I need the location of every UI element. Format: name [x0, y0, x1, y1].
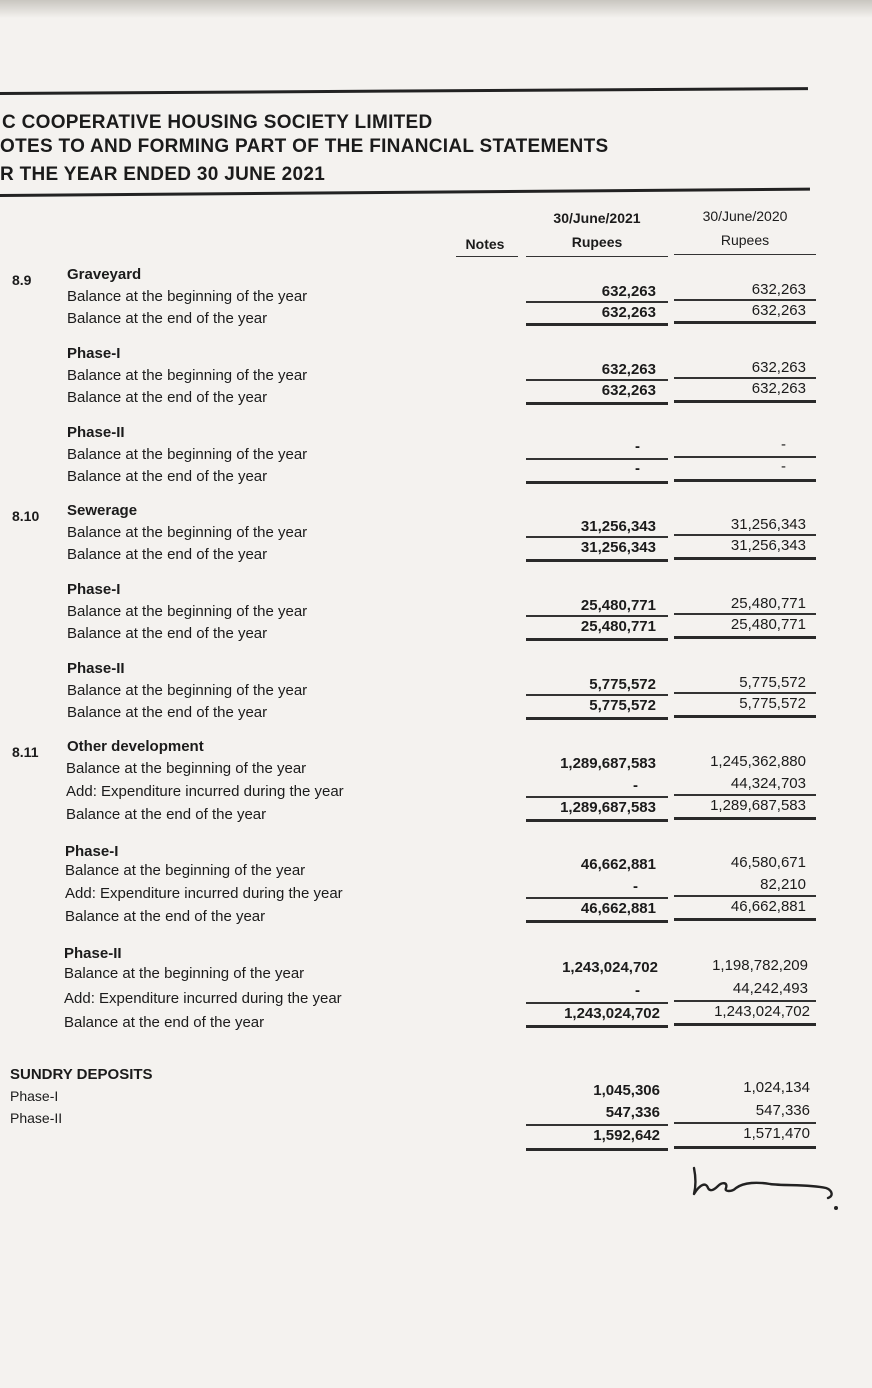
other-development-phase1-title: Phase-I [65, 843, 119, 860]
sewerage-phase2-begin-2020: 5,775,572 [739, 674, 806, 691]
graveyard-phase2-title: Phase-II [67, 424, 125, 441]
other-development-total-rule-2020 [674, 817, 816, 820]
other-development-phase1-subtotal-rule-2020 [674, 895, 816, 897]
other-development-phase2-add-2020: 44,242,493 [732, 980, 808, 997]
scan-edge-shadow [0, 0, 872, 18]
header-rule [0, 188, 810, 197]
graveyard-phase1-total-rule-2021 [526, 402, 668, 405]
other-development-title: Other development [67, 738, 204, 755]
sewerage-subtotal-rule-2020 [674, 534, 816, 536]
sewerage-begin-label: Balance at the beginning of the year [67, 524, 308, 541]
other-development-phase2-end-label: Balance at the end of the year [64, 1014, 265, 1031]
sewerage-phase1-subtotal-rule-2021 [526, 615, 668, 617]
graveyard-total-rule-2021 [526, 323, 668, 326]
sewerage-phase1-total-rule-2021 [526, 638, 668, 641]
other-development-add-2020: 44,324,703 [730, 775, 806, 792]
graveyard-title: Graveyard [67, 266, 142, 283]
other-development-end-2021: 1,289,687,583 [560, 799, 656, 816]
graveyard-phase1-end-2020: 632,263 [751, 380, 806, 397]
other-development-phase1-end-2021: 46,662,881 [580, 900, 656, 917]
graveyard-phase2-begin-2021: - [635, 438, 640, 455]
sundry-phase1-label: Phase-I [10, 1088, 59, 1104]
sewerage-subtotal-rule-2021 [526, 536, 668, 538]
other-development-phase2-begin-2021: 1,243,024,702 [562, 959, 658, 976]
note-number-8-10: 8.10 [12, 508, 40, 524]
notes-header-rule [456, 256, 518, 257]
sewerage-phase2-end-2020: 5,775,572 [739, 695, 806, 712]
other-development-begin-2020: 1,245,362,880 [710, 753, 806, 770]
other-development-end-2020: 1,289,687,583 [710, 797, 806, 814]
sundry-phase2-2020: 547,336 [755, 1102, 810, 1119]
other-development-phase1-add-label: Add: Expenditure incurred during the year [65, 885, 343, 902]
sewerage-phase2-begin-label: Balance at the beginning of the year [67, 682, 308, 699]
other-development-begin-2021: 1,289,687,583 [560, 755, 656, 772]
other-development-phase2-title: Phase-II [64, 945, 122, 962]
sewerage-phase2-total-rule-2020 [674, 715, 816, 718]
other-development-total-rule-2021 [526, 819, 668, 822]
graveyard-phase2-end-label: Balance at the end of the year [67, 468, 268, 485]
sundry-total-2021: 1,592,642 [593, 1127, 660, 1144]
sundry-total-2020: 1,571,470 [743, 1125, 810, 1142]
other-development-phase1-begin-label: Balance at the beginning of the year [65, 862, 306, 879]
graveyard-subtotal-rule-2020 [674, 299, 816, 301]
header-line-1: C COOPERATIVE HOUSING SOCIETY LIMITED [2, 112, 433, 133]
graveyard-end-label: Balance at the end of the year [67, 310, 268, 327]
year-2020-header-rule [674, 254, 816, 255]
graveyard-phase1-subtotal-rule-2020 [674, 377, 816, 379]
sewerage-phase1-end-2021: 25,480,771 [580, 618, 656, 635]
top-rule [0, 87, 808, 95]
other-development-phase1-total-rule-2021 [526, 920, 668, 923]
sewerage-phase1-begin-2020: 25,480,771 [730, 595, 806, 612]
graveyard-phase1-end-2021: 632,263 [601, 382, 656, 399]
other-development-phase2-begin-2020: 1,198,782,209 [712, 957, 808, 974]
other-development-phase1-begin-2021: 46,662,881 [580, 856, 656, 873]
sewerage-phase1-end-2020: 25,480,771 [730, 616, 806, 633]
sundry-phase1-2021: 1,045,306 [593, 1082, 660, 1099]
graveyard-phase1-total-rule-2020 [674, 400, 816, 403]
other-development-end-label: Balance at the end of the year [66, 806, 267, 823]
sewerage-title: Sewerage [67, 502, 138, 519]
sundry-subtotal-rule-2021 [526, 1124, 668, 1126]
other-development-phase2-end-2021: 1,243,024,702 [564, 1005, 660, 1022]
other-development-phase1-total-rule-2020 [674, 918, 816, 921]
graveyard-begin-2020: 632,263 [751, 281, 806, 298]
other-development-phase2-add-label: Add: Expenditure incurred during the year [64, 990, 342, 1007]
year-2021-header: 30/June/2021 [553, 210, 641, 226]
sewerage-begin-2021: 31,256,343 [580, 518, 656, 535]
sewerage-phase1-end-label: Balance at the end of the year [67, 625, 268, 642]
sundry-total-rule-2020 [674, 1146, 816, 1149]
other-development-subtotal-rule-2021 [526, 796, 668, 798]
sewerage-phase2-end-2021: 5,775,572 [589, 697, 656, 714]
graveyard-phase2-subtotal-rule-2020 [674, 456, 816, 458]
graveyard-end-2020: 632,263 [751, 302, 806, 319]
sewerage-end-2020: 31,256,343 [730, 537, 806, 554]
sewerage-phase1-subtotal-rule-2020 [674, 613, 816, 615]
sewerage-phase1-begin-label: Balance at the beginning of the year [67, 603, 308, 620]
other-development-phase2-add-2021: - [635, 982, 640, 999]
sewerage-phase2-end-label: Balance at the end of the year [67, 704, 268, 721]
other-development-phase2-subtotal-rule-2021 [526, 1002, 668, 1004]
sewerage-total-rule-2020 [674, 557, 816, 560]
sewerage-phase1-title: Phase-I [67, 581, 121, 598]
other-development-phase1-add-2021: - [633, 878, 638, 895]
header-line-3: R THE YEAR ENDED 30 JUNE 2021 [0, 164, 326, 185]
sundry-subtotal-rule-2020 [674, 1122, 816, 1124]
sewerage-phase1-begin-2021: 25,480,771 [580, 597, 656, 614]
sundry-phase2-label: Phase-II [10, 1110, 63, 1126]
other-development-subtotal-rule-2020 [674, 794, 816, 796]
sewerage-phase2-begin-2021: 5,775,572 [589, 676, 656, 693]
other-development-begin-label: Balance at the beginning of the year [66, 760, 307, 777]
year-2020-unit: Rupees [720, 232, 770, 248]
other-development-phase2-total-rule-2021 [526, 1025, 668, 1028]
sewerage-phase2-title: Phase-II [67, 660, 125, 677]
graveyard-begin-2021: 632,263 [601, 283, 656, 300]
graveyard-begin-label: Balance at the beginning of the year [67, 288, 308, 305]
graveyard-end-2021: 632,263 [601, 304, 656, 321]
sewerage-end-2021: 31,256,343 [580, 539, 656, 556]
sewerage-end-label: Balance at the end of the year [67, 546, 268, 563]
other-development-phase2-subtotal-rule-2020 [674, 1000, 816, 1002]
graveyard-total-rule-2020 [674, 321, 816, 324]
other-development-add-2021: - [633, 777, 638, 794]
other-development-phase2-begin-label: Balance at the beginning of the year [64, 965, 305, 982]
graveyard-phase1-begin-2020: 632,263 [751, 359, 806, 376]
other-development-phase2-total-rule-2020 [674, 1023, 816, 1026]
graveyard-phase1-begin-2021: 632,263 [601, 361, 656, 378]
other-development-phase1-begin-2020: 46,580,671 [730, 854, 806, 871]
other-development-phase1-add-2020: 82,210 [760, 876, 806, 893]
sewerage-begin-2020: 31,256,343 [730, 516, 806, 533]
other-development-phase1-subtotal-rule-2021 [526, 897, 668, 899]
sundry-total-rule-2021 [526, 1148, 668, 1151]
graveyard-phase2-total-rule-2021 [526, 481, 668, 484]
other-development-phase1-end-2020: 46,662,881 [730, 898, 806, 915]
year-2021-unit: Rupees [571, 234, 623, 250]
graveyard-phase1-end-label: Balance at the end of the year [67, 389, 268, 406]
graveyard-phase1-subtotal-rule-2021 [526, 379, 668, 381]
sewerage-phase1-total-rule-2020 [674, 636, 816, 639]
sewerage-phase2-subtotal-rule-2020 [674, 692, 816, 694]
sewerage-phase2-subtotal-rule-2021 [526, 694, 668, 696]
graveyard-phase2-end-2020: - [781, 458, 786, 475]
sundry-phase2-2021: 547,336 [605, 1104, 660, 1121]
graveyard-phase2-begin-label: Balance at the beginning of the year [67, 446, 308, 463]
sewerage-total-rule-2021 [526, 559, 668, 562]
signature-mark [688, 1162, 848, 1222]
note-number-8-11: 8.11 [12, 744, 39, 760]
header-line-2: OTES TO AND FORMING PART OF THE FINANCIAL STATEMENTS [0, 136, 609, 157]
graveyard-phase2-begin-2020: - [781, 436, 786, 453]
graveyard-subtotal-rule-2021 [526, 301, 668, 303]
graveyard-phase1-title: Phase-I [67, 345, 121, 362]
sundry-deposits-title: SUNDRY DEPOSITS [10, 1066, 153, 1083]
other-development-add-label: Add: Expenditure incurred during the year [66, 783, 344, 800]
graveyard-phase2-total-rule-2020 [674, 479, 816, 482]
other-development-phase1-end-label: Balance at the end of the year [65, 908, 266, 925]
graveyard-phase1-begin-label: Balance at the beginning of the year [67, 367, 308, 384]
note-number-8-9: 8.9 [12, 272, 32, 288]
sewerage-phase2-total-rule-2021 [526, 717, 668, 720]
sundry-phase1-2020: 1,024,134 [743, 1079, 810, 1096]
graveyard-phase2-end-2021: - [635, 460, 640, 477]
year-2021-header-rule [526, 256, 668, 257]
other-development-phase2-end-2020: 1,243,024,702 [714, 1003, 810, 1020]
notes-column-header: Notes [465, 236, 505, 252]
graveyard-phase2-subtotal-rule-2021 [526, 458, 668, 460]
year-2020-header: 30/June/2020 [702, 208, 788, 224]
